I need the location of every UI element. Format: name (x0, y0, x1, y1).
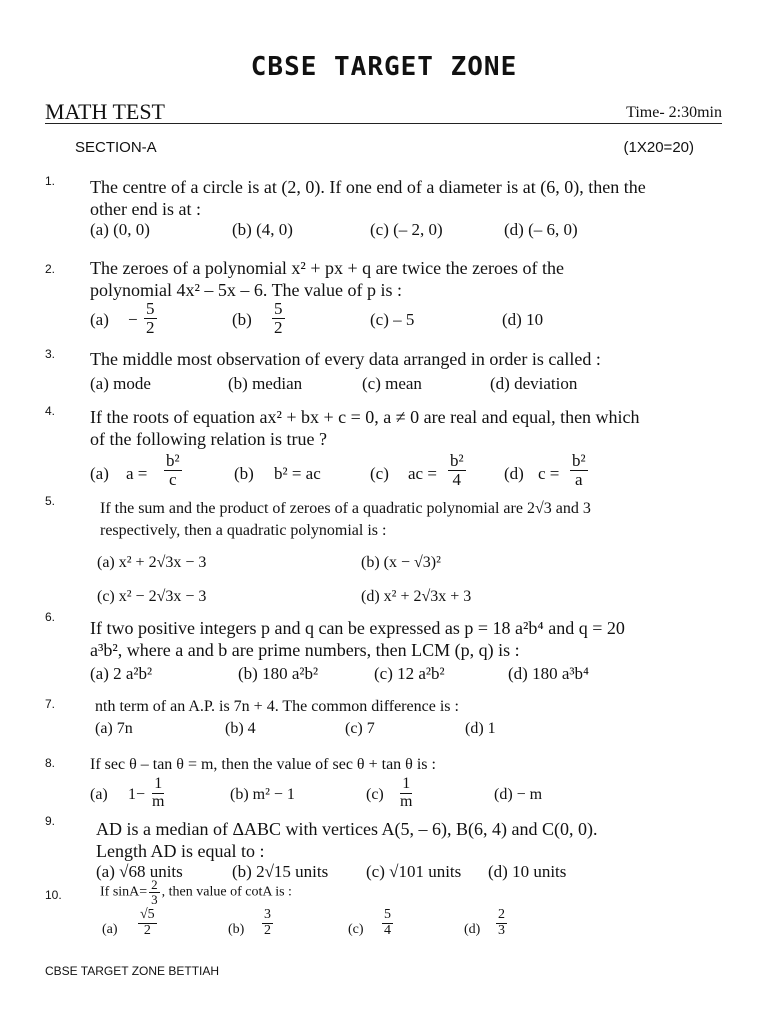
option: (c) 12 a²b² (374, 664, 445, 683)
option: (c) 7 (345, 720, 375, 737)
section-label: SECTION-A (75, 139, 157, 156)
option: (a) (90, 464, 109, 483)
question-number: 2. (45, 262, 56, 276)
question-text: If two positive integers p and q can be expressed as p = 18 a²b⁴ and q = 20 a³b², where a and b are prime numbers, then LCM (p, q) is : (90, 618, 625, 660)
option: (b) (232, 310, 252, 329)
question-number: 3. (45, 347, 56, 361)
option: (b) 2√15 units (232, 862, 329, 881)
option: (d) (– 6, 0) (504, 220, 578, 239)
option-fraction: $\frac{\text{b²}}{a}$ (572, 451, 586, 489)
option: (c) – 5 (370, 310, 415, 329)
option: (d) 10 units (488, 862, 567, 881)
option: (c) x² − 2√3x − 3 (97, 588, 207, 605)
option: (b) median (228, 374, 303, 393)
option: (a) (102, 922, 118, 937)
option: (d) − m (494, 786, 543, 803)
option: (b) (228, 922, 245, 937)
option: (c) (348, 922, 364, 937)
option: (b) 4 (225, 720, 256, 737)
option-fraction: $\frac{1}{m}$ (152, 775, 165, 810)
option: b² = ac (274, 464, 321, 483)
option: 1− (128, 786, 146, 803)
question-number: 4. (45, 404, 56, 418)
question-number: 7. (45, 697, 56, 711)
question-text: The zeroes of a polynomial x² + px + q are twice the zeroes of the polynomial 4x² – 5x – 6. The value of p is : (90, 258, 565, 300)
option: (c) √101 units (366, 862, 462, 881)
question-number: 6. (45, 610, 56, 624)
question-number: 9. (45, 814, 56, 828)
option: (d) x² + 2√3x + 3 (361, 588, 472, 605)
option-fraction: $\frac{\text{b²}}{c}$ (166, 451, 180, 489)
question-text: nth term of an A.P. is 7n + 4. The common difference is : (95, 698, 459, 715)
option: (a) √68 units (96, 862, 183, 881)
option: (a) x² + 2√3x − 3 (97, 554, 207, 571)
option-fraction: $\frac{3}{2}$ (264, 907, 271, 938)
test-name: MATH TEST (45, 99, 165, 124)
option: (a) mode (90, 374, 151, 393)
question-number: 8. (45, 756, 56, 770)
option: a = (126, 464, 148, 483)
option: (b) m² − 1 (230, 786, 295, 803)
option: (b) 180 a²b² (238, 664, 319, 683)
option: (b) (x − √3)² (361, 554, 441, 571)
option-sign: − (128, 310, 138, 329)
option: ac = (408, 464, 437, 483)
option: (a) (90, 310, 109, 329)
option: (a) (90, 786, 108, 803)
footer-text: CBSE TARGET ZONE BETTIAH (45, 964, 220, 978)
option: (b) (4, 0) (232, 220, 293, 239)
option: (a) 2 a²b² (90, 664, 153, 683)
question-text: The centre of a circle is at (2, 0). If one end of a diameter is at (6, 0), then the other end is at : (90, 177, 646, 219)
option-fraction: $\frac{5}{2}$ (146, 299, 155, 337)
option: c = (538, 464, 560, 483)
option: (d) (464, 922, 481, 937)
header-rule (45, 123, 722, 124)
option: (d) (504, 464, 524, 483)
option-fraction: $\frac{5}{4}$ (384, 907, 391, 938)
option: (c) (370, 464, 389, 483)
option-fraction: $\frac{√5}{2}$ (140, 907, 155, 938)
option: (c) mean (362, 374, 422, 393)
option-fraction: $\frac{\text{b²}}{4}$ (450, 451, 464, 489)
question-number: 5. (45, 494, 56, 508)
option: (c) (366, 786, 384, 803)
option: (a) (0, 0) (90, 220, 150, 239)
option: (d) 10 (502, 310, 544, 329)
option: (d) 1 (465, 720, 496, 737)
time-label: Time- 2:30min (626, 104, 722, 121)
question-text: If sinA= $\frac{2}{3}$ , then value of cotA is : (100, 877, 292, 907)
question-text: If the sum and the product of zeroes of a quadratic polynomial are 2√3 and 3 respectively, then a quadratic polynomial is : (100, 500, 591, 539)
option: (d) 180 a³b⁴ (508, 664, 589, 683)
question-text: AD is a median of ΔABC with vertices A(5, – 6), B(6, 4) and C(0, 0). Length AD is equal to : (96, 819, 598, 861)
option-fraction: $\frac{1}{m}$ (400, 775, 413, 810)
question-text: If sec θ – tan θ = m, then the value of sec θ + tan θ is : (90, 756, 436, 773)
question-number: 10. (45, 888, 62, 902)
page-title: CBSE TARGET ZONE (250, 52, 518, 82)
option: (c) (– 2, 0) (370, 220, 443, 239)
option-fraction: $\frac{2}{3}$ (498, 907, 505, 938)
option: (b) (234, 464, 254, 483)
question-text: The middle most observation of every data arranged in order is called : (90, 349, 601, 369)
marks-label: (1X20=20) (623, 139, 694, 156)
question-text: If the roots of equation ax² + bx + c = 0, a ≠ 0 are real and equal, then which of the following relation is true ? (90, 407, 640, 449)
question-number: 1. (45, 174, 56, 188)
option-fraction: $\frac{5}{2}$ (274, 299, 283, 337)
option: (a) 7n (95, 720, 133, 737)
option: (d) deviation (490, 374, 578, 393)
